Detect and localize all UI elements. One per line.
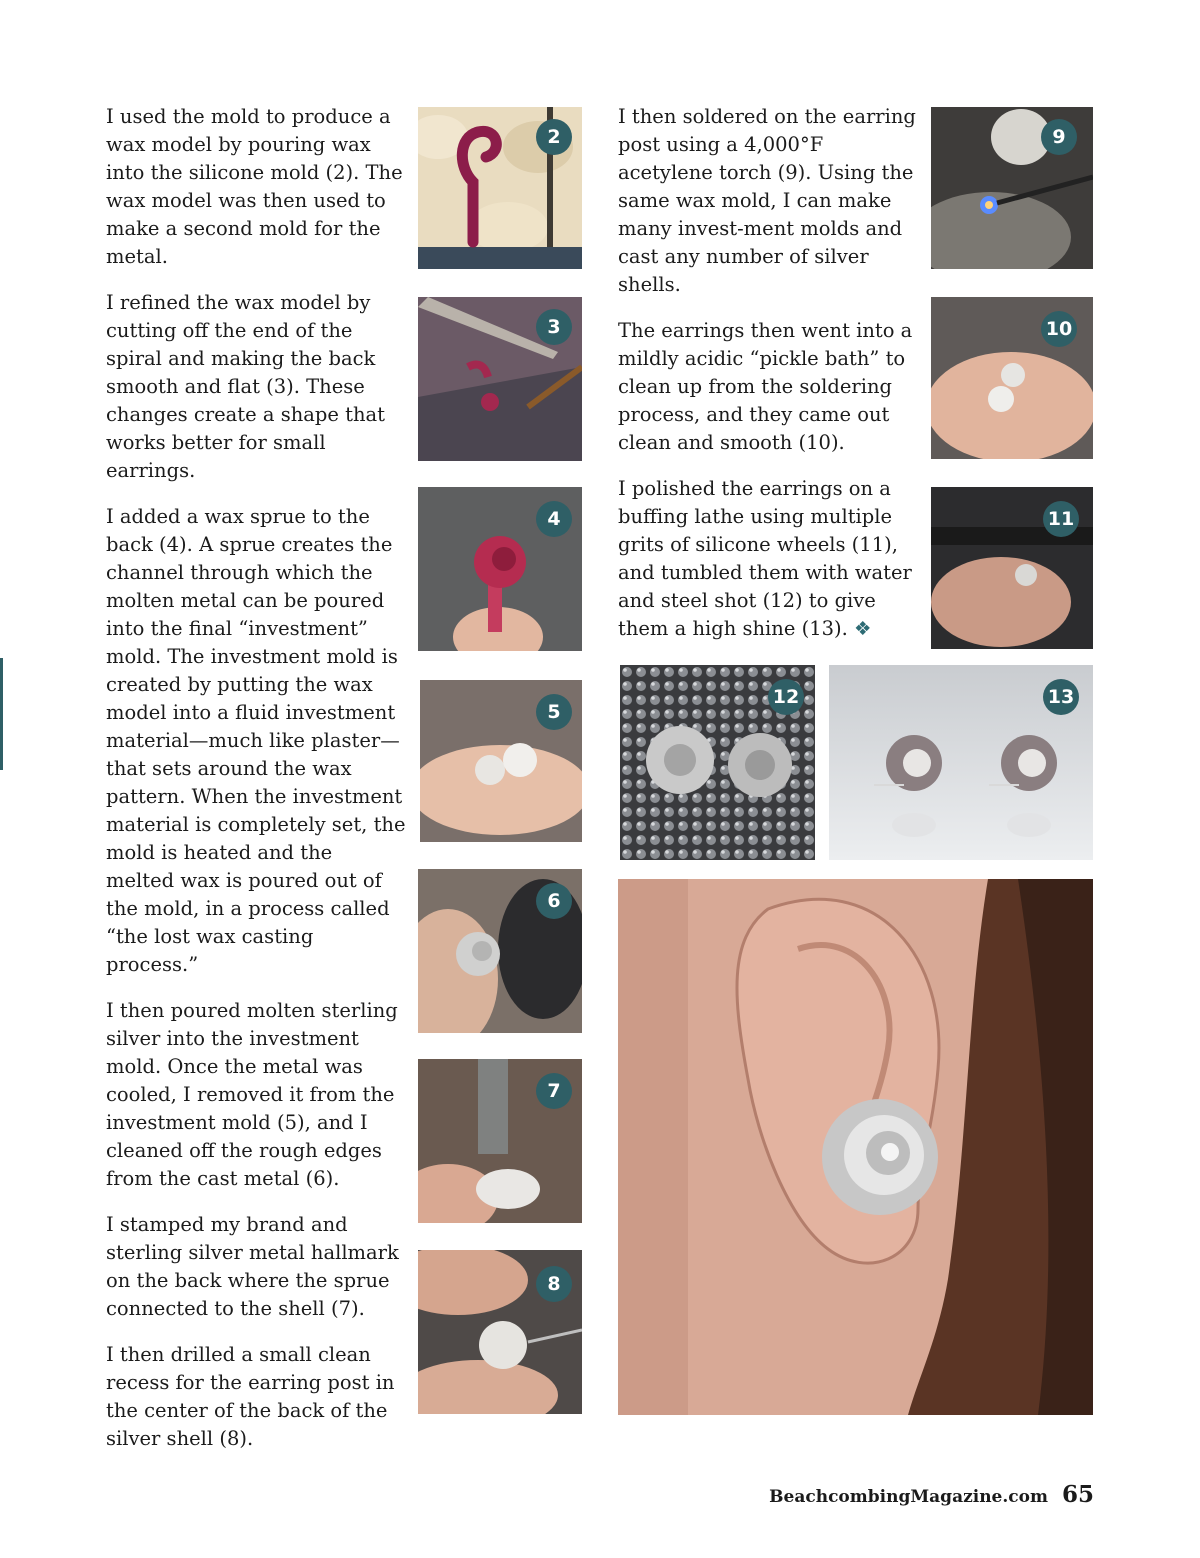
photo-number-badge: 7 xyxy=(536,1073,572,1109)
paragraph: I used the mold to produce a wax model by pouring wax into the silicone mold (2). The wax model was then used to make a second mold for the metal. xyxy=(106,105,403,268)
paragraph: I added a wax sprue to the back (4). A sprue creates the channel through which the molten metal can be poured into the final “investment” mold. The investment mold is created by putting the wax model into a fluid investment material—much like plaster—that sets around the wax pattern. When the investment material is completely set, the mold is heated and the melted wax is poured out of the mold, in a process called “the lost wax casting process.” xyxy=(106,505,406,976)
photo-polishing xyxy=(931,487,1093,649)
paragraph: I refined the wax model by cutting off the end of the spiral and making the back smooth and flat (3). These changes create a shape that works better for small earrings. xyxy=(106,291,385,482)
photo-number-badge: 10 xyxy=(1041,311,1077,347)
photo-number-badge: 11 xyxy=(1043,501,1079,537)
photo-number-badge: 8 xyxy=(536,1266,572,1302)
photo-earring-on-ear xyxy=(618,879,1093,1415)
photo-number-badge: 13 xyxy=(1043,679,1079,715)
end-mark-icon: ❖ xyxy=(854,617,872,640)
photo-number-badge: 6 xyxy=(536,883,572,919)
photo-number-badge: 9 xyxy=(1041,119,1077,155)
photo-drilling xyxy=(418,1250,582,1414)
photo-pickle-bath xyxy=(931,297,1093,459)
paragraph: The earrings then went into a mildly acidic “pickle bath” to clean up from the soldering process, and they came out clean and smooth (10). xyxy=(618,319,913,454)
right-text-column xyxy=(618,103,918,661)
edge-accent-bar xyxy=(0,658,3,770)
page-number: 65 xyxy=(1061,1481,1094,1508)
photo-finished-earrings xyxy=(829,665,1093,860)
paragraph: I stamped my brand and sterling silver metal hallmark on the back where the sprue connected to the shell (7). xyxy=(106,1213,399,1320)
page-footer xyxy=(769,1481,1094,1508)
photo-refined-wax xyxy=(418,297,582,461)
photo-number-badge: 2 xyxy=(536,119,572,155)
photo-soldering xyxy=(931,107,1093,269)
photo-tumbling xyxy=(620,665,815,860)
photo-cast-silver xyxy=(420,680,582,842)
photo-stamping xyxy=(418,1059,582,1223)
photo-number-badge: 4 xyxy=(536,501,572,537)
photo-number-badge: 5 xyxy=(536,694,572,730)
photo-number-badge: 12 xyxy=(768,679,804,715)
left-text-column xyxy=(106,103,406,1471)
photo-number-badge: 3 xyxy=(536,309,572,345)
paragraph: I then drilled a small clean recess for the earring post in the center of the back of the silver shell (8). xyxy=(106,1343,395,1450)
photo-cleaning-edges xyxy=(418,869,582,1033)
paragraph xyxy=(618,475,918,643)
photo-wax-mold xyxy=(418,107,582,269)
paragraph: I then soldered on the earring post using a 4,000°F acetylene torch (9). Using the same wax mold, I can make many invest-ment molds and cast any number of silver shells. xyxy=(618,105,916,296)
photo-wax-sprue xyxy=(418,487,582,651)
site-name: BeachcombingMagazine.com xyxy=(769,1487,1048,1507)
paragraph-text: I polished the earrings on a buffing lathe using multiple grits of silicone wheels (11), and tumbled them with water and steel shot (12) to give them a high shine (13). xyxy=(618,477,912,640)
paragraph: I then poured molten sterling silver into the investment mold. Once the metal was cooled, I removed it from the investment mold (5), and I cleaned off the rough edges from the cast metal (6). xyxy=(106,999,398,1190)
